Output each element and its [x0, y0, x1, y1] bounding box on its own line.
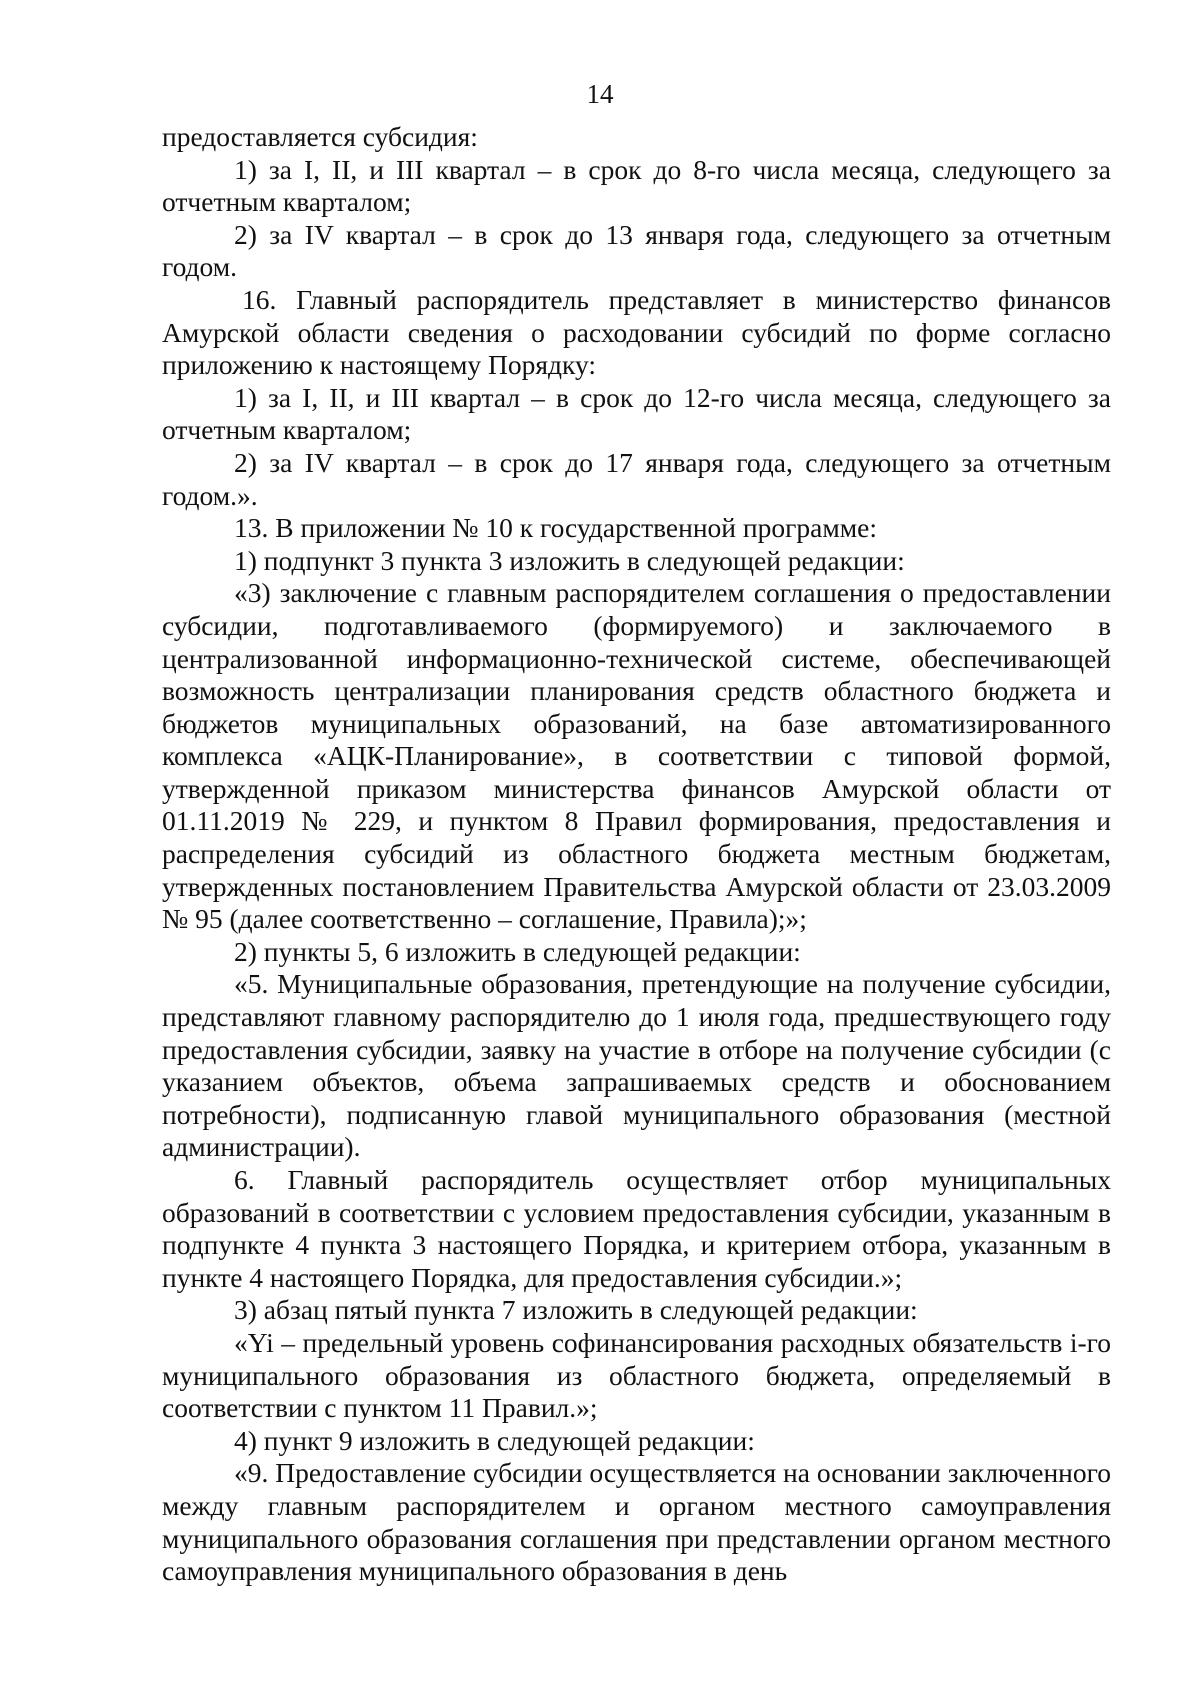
paragraph-item: 1) подпункт 3 пункта 3 изложить в следующей редакции:: [234, 544, 905, 576]
paragraph-item: 3) абзац пятый пункта 7 изложить в следующей редакции:: [234, 1294, 918, 1326]
paragraph-item: 1) за I, II, и III квартал – в срок до 8-го числа месяца, следующего за отчетным кварталом;: [162, 153, 1111, 218]
paragraph-clause-16: 16. Главный распорядитель представляет в министерство финансов Амурской области сведения о расходовании субсидий по форме согласно приложению к настоящему Порядку:: [162, 283, 1111, 381]
paragraph-quote: «Yi – предельный уровень софинансирования расходных обязательств i-го муниципального образования из областного бюджета, определяемый в соответствии с пунктом 11 Правил.»;: [162, 1326, 1111, 1424]
document-body: [162, 121, 1111, 1588]
paragraph-item: 2) за IV квартал – в срок до 17 января года, следующего за отчетным годом.».: [162, 446, 1111, 511]
paragraph-intro: предоставляется субсидия:: [162, 121, 478, 152]
paragraph-clause-13: 13. В приложении № 10 к государственной программе:: [234, 512, 878, 544]
paragraph-quote: «3) заключение с главным распорядителем соглашения о предоставлении субсидии, подготавливаемого (формируемого) и заключаемого в централизованной информационно-технической системе, обеспечивающей возможность централизации планирования средств областного бюджета и бюджетов муниципальных образований, на базе автоматизированного комплекса «АЦК-Планирование», в соответствии с типовой формой, утвержденной приказом министерства финансов Амурской области от 01.11.2019 № 229, и пунктом 8 Правил формирования, предоставления и распределения субсидий из областного бюджета местным бюджетам, утвержденных постановлением Правительства Амурской области от 23.03.2009 № 95 (далее соответственно – соглашение, Правила);»;: [162, 577, 1111, 935]
paragraph-item: 2) за IV квартал – в срок до 13 января года, следующего за отчетным годом.: [162, 218, 1111, 283]
paragraph-quote: «5. Муниципальные образования, претендующие на получение субсидии, представляют главному распорядителю до 1 июля года, предшествующего году предоставления субсидии, заявку на участие в отборе на получение субсидии (с указанием объектов, объема запрашиваемых средств и обоснованием потребности), подписанную главой муниципального образования (местной администрации).: [162, 968, 1111, 1163]
paragraph-item: 1) за I, II, и III квартал – в срок до 12-го числа месяца, следующего за отчетным кварталом;: [162, 381, 1111, 446]
page-number: 14: [586, 79, 614, 109]
paragraph-quote: 6. Главный распорядитель осуществляет отбор муниципальных образований в соответствии с условием предоставления субсидии, указанным в подпункте 4 пункта 3 настоящего Порядка, и критерием отбора, указанным в пункте 4 настоящего Порядка, для предоставления субсидии.»;: [162, 1164, 1111, 1293]
paragraph-item: 2) пункты 5, 6 изложить в следующей редакции:: [234, 935, 801, 967]
paragraph-item: 4) пункт 9 изложить в следующей редакции:: [234, 1424, 755, 1456]
paragraph-quote: «9. Предоставление субсидии осуществляется на основании заключенного между главным распорядителем и органом местного самоуправления муниципального образования соглашения при представлении органом местного самоуправления муниципального образования в день: [162, 1457, 1111, 1587]
